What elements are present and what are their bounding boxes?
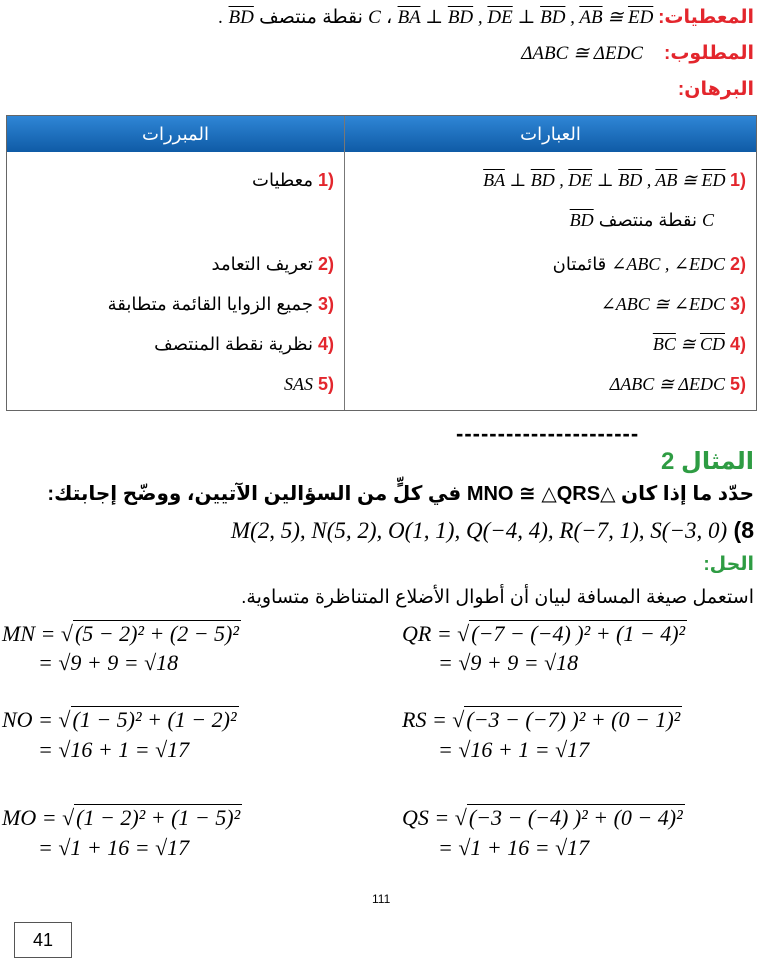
page-number: 111 — [372, 892, 391, 906]
reason-1: 1) معطيات — [252, 170, 334, 190]
eq-mo: MO = √(1 − 2)² + (1 − 5)² — [2, 805, 241, 830]
given-statement: $\overline{BA}$ ⊥ $\overline{BD}$ , $\overline{DE}$ ⊥ $\overline{BD}$ , $\overline{AB}$ ≅ $\overline{ED}$ — [397, 7, 654, 28]
eq-rs: RS = √(−3 − (−7) )² + (0 − 1)² — [402, 707, 681, 732]
reason-2: 2) تعريف التعامد — [211, 254, 334, 274]
eq-qr: QR = √(−7 − (−4) )² + (1 − 4)² — [402, 621, 686, 646]
given-line: . $\overline{BD}$ نقطة منتصف C ، $\overline{BA}$ ⊥ $\overline{BD}$ , $\overline{DE}$ ⊥ $\overline{BD}$ , $\overline{AB}$ ≅ $\overline{ED}$ المعطيات: — [218, 7, 754, 28]
required-statement: ΔABC ≅ ΔEDC — [521, 43, 643, 64]
required-label: المطلوب: — [664, 43, 754, 64]
statement-2: قائمتان ∠ABC , ∠EDC 2) — [552, 254, 746, 274]
intro-text: استعمل صيغة المسافة لبيان أن أطوال الأضلاع المتناظرة متساوية. — [241, 587, 754, 608]
points-line — [231, 517, 754, 544]
col-statements-header: العبارات — [520, 124, 581, 144]
eq-mn-simplified: = √9 + 9 = √18 — [38, 650, 179, 675]
given-seg-bd: $\overline{BD}$ — [228, 7, 254, 28]
reason-4: 4) نظرية نقطة المنتصف — [154, 334, 334, 354]
eq-mo-simplified: = √1 + 16 = √17 — [38, 835, 190, 860]
reason-3: 3) جميع الزوايا القائمة متطابقة — [107, 294, 334, 314]
given-end: . — [218, 7, 224, 28]
proof-table-header — [7, 116, 756, 152]
solution-label: الحل: — [703, 554, 754, 575]
eq-no-simplified: = √16 + 1 = √17 — [38, 737, 190, 762]
required-line — [521, 42, 754, 65]
page-box-number: 41 — [14, 922, 72, 958]
item-number: (8 — [733, 517, 754, 543]
eq-mn: MN = √(5 − 2)² + (2 − 5)² — [2, 621, 239, 646]
proof-label: البرهان: — [677, 79, 754, 100]
separator-dashes: ---------------------- — [456, 421, 640, 446]
statement-1-line2: $\overline{BD}$ نقطة منتصف C — [569, 210, 714, 230]
points-list: M(2, 5), N(5, 2), O(1, 1), Q(−4, 4), R(−7, 1), S(−3, 0) — [230, 518, 728, 543]
proof-table — [6, 115, 757, 411]
statement-5: ΔABC ≅ ΔEDC 5) — [609, 374, 746, 394]
eq-rs-simplified: = √16 + 1 = √17 — [438, 737, 590, 762]
given-midpoint-text: نقطة منتصف — [259, 7, 363, 28]
statement-4: $\overline{BC}$ ≅ $\overline{CD}$ 4) — [652, 334, 746, 354]
eq-qs: QS = √(−3 − (−4) )² + (0 − 4)² — [402, 805, 683, 830]
reason-5: 5) SAS — [283, 374, 334, 394]
table-divider — [344, 116, 345, 410]
example-title: المثال 2 — [661, 448, 754, 475]
given-label: المعطيات: — [658, 7, 754, 28]
question-text: حدّد ما إذا كان △MNO ≅ △QRS في كلٍّ من السؤالين الآتيين، ووضّح إجابتك: — [47, 483, 754, 505]
eq-qs-simplified: = √1 + 16 = √17 — [438, 835, 590, 860]
col-reasons-header: المبررات — [142, 124, 209, 144]
eq-no: NO = √(1 − 5)² + (1 − 2)² — [2, 707, 237, 732]
statement-3: ∠ABC ≅ ∠EDC 3) — [600, 294, 746, 314]
given-point-c: C — [368, 7, 381, 28]
eq-qr-simplified: = √9 + 9 = √18 — [438, 650, 579, 675]
statement-1: $\overline{BA}$ ⊥ $\overline{BD}$ , $\overline{DE}$ ⊥ $\overline{BD}$ , $\overline{AB}$ ≅ $\overline{ED}$ 1) — [483, 170, 746, 190]
